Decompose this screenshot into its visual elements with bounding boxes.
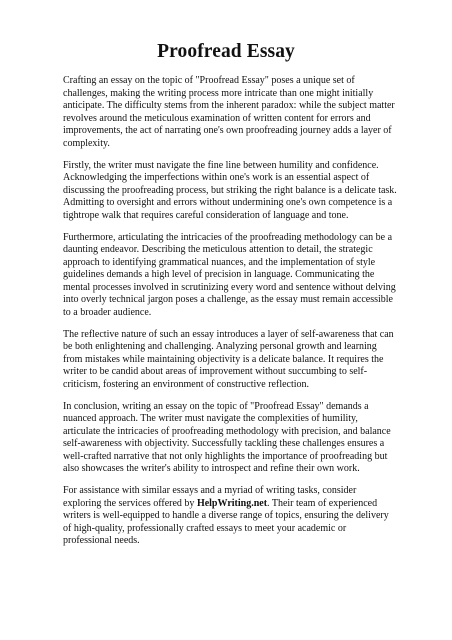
document-body [63, 75, 397, 558]
paragraph-closing [63, 485, 397, 548]
paragraph-methodology: Furthermore, articulating the intricacies of the proofreading methodology can be a daunting endeavor. Describing the meticulous attention to detail, the strategic approach to identifying grammatical nuances, and the implementation of style guidelines demands a high level of precision in language. Communicating the mental processes involved in scrutinizing every word and sentence without delving into overly technical jargon poses a challenge, as the essay must remain accessible to a broader audience. [63, 231, 396, 318]
closing-text-after: . Their team of experienced writers is well-equipped to handle a diverse range of topics, ensuring the delivery of high-quality, professionally crafted essays to meet your academic or professional needs. [63, 497, 389, 547]
closing-text-before: For assistance with similar essays and a myriad of writing tasks, consider exploring the services offered by [63, 485, 357, 509]
paragraph-humility: Firstly, the writer must navigate the fine line between humility and confidence. Acknowledging the imperfections within one's work is an essential aspect of discussing the proofreading process, but striking the right balance is a delicate task. Admitting to oversight and errors without undermining one's own competence is a tightrope walk that requires careful consideration of language and tone. [63, 159, 397, 221]
page-title: Proofread Essay [157, 41, 295, 62]
paragraph-reflection: The reflective nature of such an essay introduces a layer of self-awareness that can be both enlightening and challenging. Analyzing personal growth and learning from mistakes while maintaining objectivity is a delicate balance. It requires the writer to be candid about areas of improvement without succumbing to self-criticism, fostering an environment of constructive reflection. [63, 328, 394, 390]
brand-name: HelpWriting.net [196, 497, 268, 509]
paragraph-intro: Crafting an essay on the topic of "Proofread Essay" poses a unique set of challenges, making the writing process more intricate than one might initially anticipate. The difficulty stems from the inherent paradox: while the subject matter revolves around the meticulous examination of written content for errors and improvements, the act of narrating one's own proofreading journey adds a layer of complexity. [63, 75, 395, 149]
paragraph-conclusion: In conclusion, writing an essay on the topic of "Proofread Essay" demands a nuanced approach. The writer must navigate the complexities of humility, articulate the intricacies of proofreading methodology with precision, and balance self-awareness with objectivity. Successfully tackling these challenges ensures a well-crafted narrative that not only highlights the importance of proofreading but also showcases the writer's ability to introspect and refine their own work. [63, 400, 391, 475]
